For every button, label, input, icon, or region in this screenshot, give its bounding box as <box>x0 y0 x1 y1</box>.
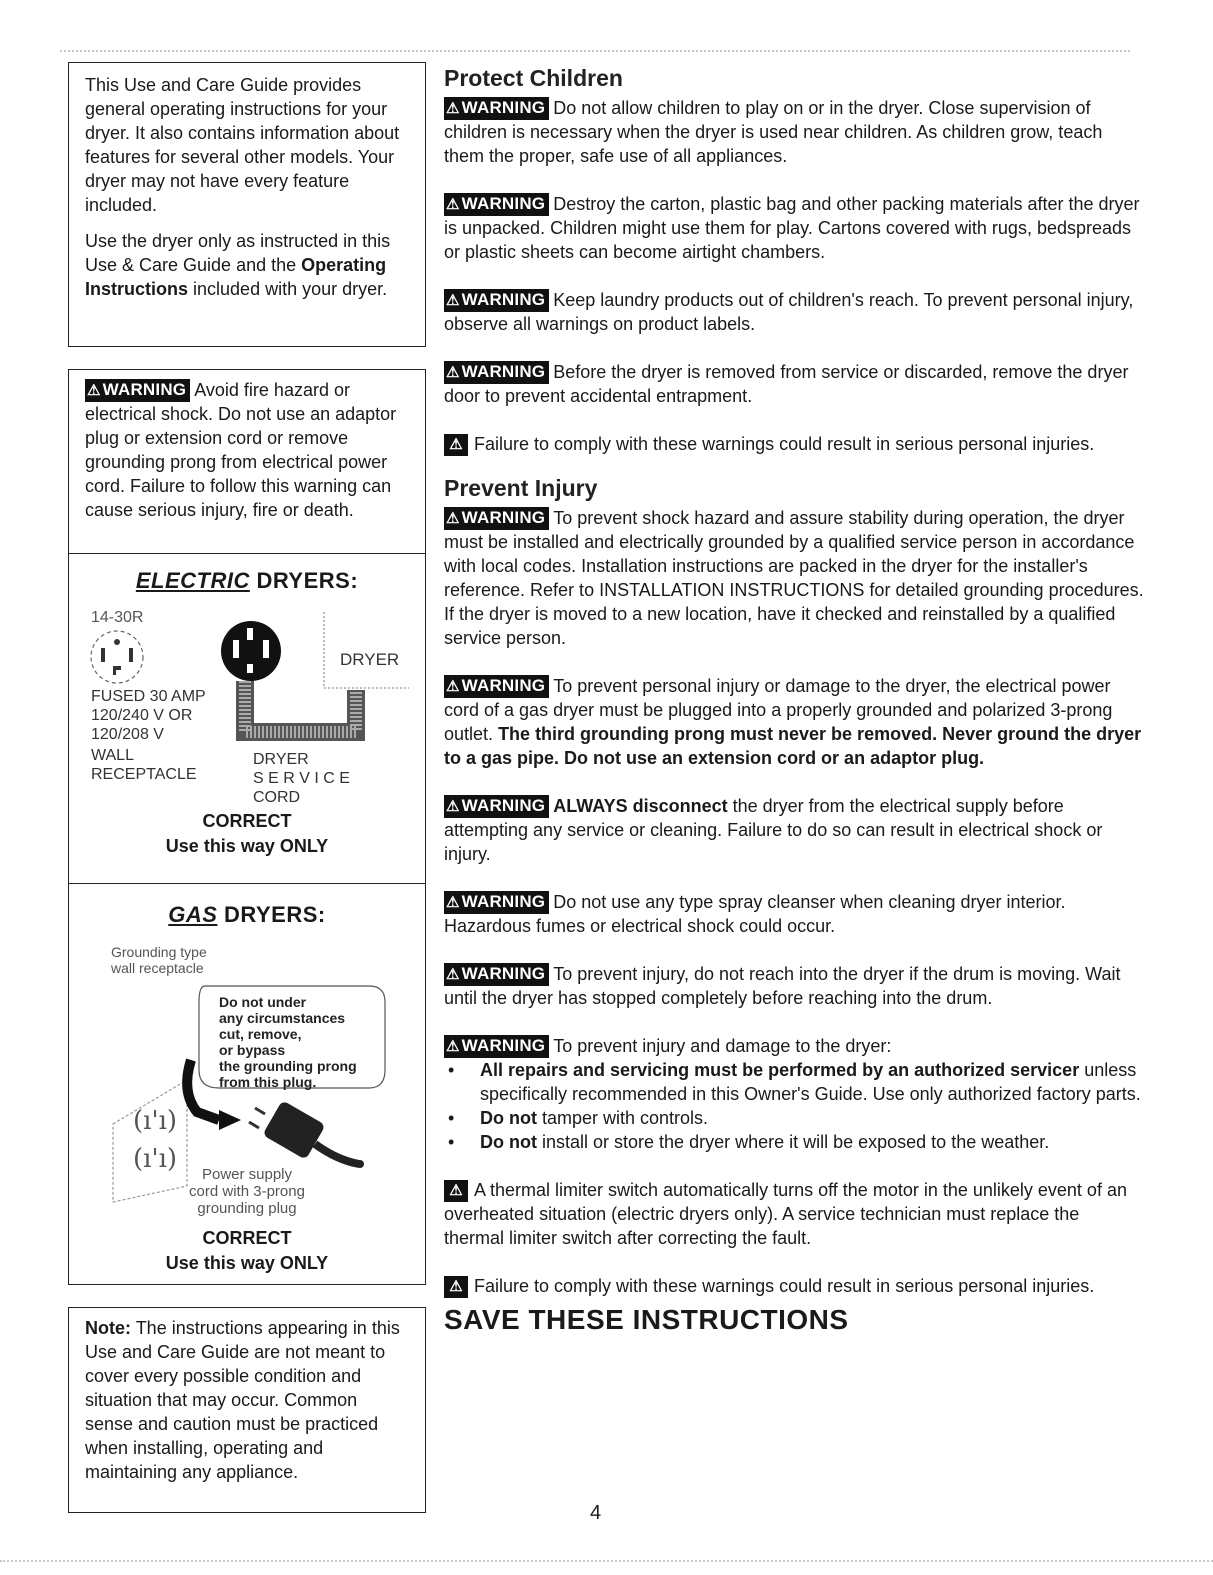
warning-badge: ⚠ WARNING <box>444 507 549 530</box>
warning-badge: ⚠ WARNING <box>444 289 549 312</box>
operating-instructions-emphasis: Operating Instructions <box>85 255 387 299</box>
protect-children-heading: Protect Children <box>444 65 623 91</box>
warning-triangle-icon: ⚠ <box>446 1038 460 1055</box>
prevent-injury-heading: Prevent Injury <box>444 475 598 501</box>
warning-badge: ⚠ WARNING <box>85 379 190 402</box>
warning-badge: ⚠ WARNING <box>444 891 549 914</box>
gas-use-only-label: Use this way ONLY <box>165 1253 329 1273</box>
note-label: Note: <box>85 1318 131 1338</box>
receptacle-code: 14-30R <box>91 609 144 626</box>
svg-text:(ı'ı): (ı'ı) <box>133 1106 178 1136</box>
warning-triangle-icon: ⚠ <box>87 382 101 399</box>
intro-paragraph-1: This Use and Care Guide provides general operating instructions for your dryer. It also contains information about features for several other models. Your dryer may not have every feature included. <box>85 75 400 215</box>
intro-box <box>68 62 426 347</box>
bullet-icon: • <box>448 1132 455 1152</box>
warning-badge: ⚠ WARNING <box>444 963 549 986</box>
grounding-plug-icon <box>249 1100 364 1168</box>
cord-label-1: DRYER <box>253 751 309 768</box>
alert-triangle-icon: ⚠ <box>444 1276 468 1298</box>
gas-correct-label: CORRECT <box>202 1228 292 1248</box>
warning-badge: ⚠ WARNING <box>444 1035 549 1058</box>
prevent-warning-6: ⚠ WARNING To prevent injury and damage to the dryer: <box>446 1036 892 1056</box>
prevent-warning-5: ⚠ WARNING To prevent injury, do not reach into the dryer if the drum is moving. Wait until the dryer has stopped completely before reaching into the drum. <box>444 964 1121 1008</box>
voltage-label-1: 120/240 V OR <box>91 707 193 724</box>
electric-dryers-title: ELECTRIC DRYERS: <box>135 568 359 593</box>
electric-correct-label: CORRECT <box>202 811 292 831</box>
warning-badge: ⚠ WARNING <box>444 675 549 698</box>
grounding-label-2: wall receptacle <box>111 960 204 976</box>
wall-label: WALL <box>91 747 134 764</box>
bullet-icon: • <box>448 1108 455 1128</box>
left-column <box>68 62 426 1513</box>
warning-triangle-icon: ⚠ <box>446 966 460 983</box>
alert-triangle-icon: ⚠ <box>444 1180 468 1202</box>
warning-triangle-icon: ⚠ <box>446 894 460 911</box>
fused-amp-label: FUSED 30 AMP <box>91 688 206 705</box>
receptacle-14-30r-icon <box>91 631 143 683</box>
save-instructions-heading: SAVE THESE INSTRUCTIONS <box>444 1304 849 1335</box>
intro-paragraph-2: Use the dryer only as instructed in this Use & Care Guide and the Operating Instructions included with your dryer. <box>85 231 391 299</box>
grounding-label-1: Grounding type <box>111 944 207 960</box>
electric-use-only-label: Use this way ONLY <box>165 836 329 856</box>
electric-dryers-box <box>68 553 426 883</box>
cord-label-2: S E R V I C E <box>253 770 350 787</box>
right-column <box>444 65 1144 1335</box>
protect-failure-notice: ⚠ Failure to comply with these warnings could result in serious personal injuries. <box>444 432 1144 456</box>
fire-warning-text: Avoid fire hazard or electrical shock. Do not use an adaptor plug or extension cord or remove grounding prong from electrical power cord. Failure to follow this warning can cause serious injury, fire or death. <box>85 380 397 520</box>
warning-badge: ⚠ WARNING <box>444 193 549 216</box>
protect-warning-2: ⚠ WARNING Destroy the carton, plastic bag and other packing materials after the dryer is unpacked. Children might use them for play. Cartons covered with rugs, bedspreads or plastic sheets can become airtight chambers. <box>444 194 1140 262</box>
service-cord-icon <box>245 681 356 732</box>
note-box <box>68 1307 426 1513</box>
power-supply-label-3: grounding plug <box>197 1200 297 1217</box>
warning-badge: ⚠ WARNING <box>444 361 549 384</box>
protect-warning-1: ⚠ WARNING Do not allow children to play on or in the dryer. Close supervision of children is necessary when the dryer is used near children. As children grow, teach them the proper, safe use of all appliances. <box>444 98 1103 166</box>
list-item: • Do not install or store the dryer where it will be exposed to the weather. <box>448 1132 1050 1152</box>
receptacle-label: RECEPTACLE <box>91 766 197 783</box>
fire-hazard-warning-box <box>68 369 426 553</box>
dryer-label: DRYER <box>340 650 400 669</box>
voltage-label-2: 120/208 V <box>91 726 164 743</box>
protect-warning-3: ⚠ WARNING Keep laundry products out of children's reach. To prevent personal injury, observe all warnings on product labels. <box>444 290 1134 334</box>
list-item: • All repairs and servicing must be performed by an authorized servicer unless specifically recommended in this Owner's Guide. Use only authorized factory parts. <box>448 1060 1141 1104</box>
warning-triangle-icon: ⚠ <box>446 364 460 381</box>
bottom-rule <box>0 1560 1213 1562</box>
page-number: 4 <box>590 1502 602 1524</box>
do-not-remove-bubble: Do not under any circumstances cut, remove, or bypass the grounding prong from this plug. <box>219 994 357 1090</box>
thermal-limiter-notice: ⚠ A thermal limiter switch automatically turns off the motor in the unlikely event of an overheated situation (electric dryers only). A service technician must replace the thermal limiter switch after correcting the fault. <box>444 1180 1127 1248</box>
prevent-warning-1: ⚠ WARNING To prevent shock hazard and assure stability during operation, the dryer must be installed and electrically grounded by a qualified service person in accordance with local codes. Installation instructions are packed in the dryer for the installer's reference. Refer to INSTALLATION INSTRUCTIONS for detailed grounding procedures. If the dryer is moved to a new location, have it checked and reinstalled by a qualified service person. <box>444 508 1144 648</box>
list-item: • Do not tamper with controls. <box>448 1108 709 1128</box>
warning-triangle-icon: ⚠ <box>446 678 460 695</box>
top-rule <box>60 50 1130 52</box>
protect-warning-4: ⚠ WARNING Before the dryer is removed from service or discarded, remove the dryer door to prevent accidental entrapment. <box>444 362 1129 406</box>
power-supply-label-2: cord with 3-prong <box>189 1183 305 1200</box>
warning-badge: ⚠ WARNING <box>444 795 549 818</box>
power-supply-label-1: Power supply <box>201 1166 293 1183</box>
gas-dryers-title: GAS DRYERS: <box>168 902 326 927</box>
warning-triangle-icon: ⚠ <box>446 196 460 213</box>
warning-triangle-icon: ⚠ <box>446 100 460 117</box>
cord-label-3: CORD <box>253 789 301 806</box>
alert-triangle-icon: ⚠ <box>444 434 468 456</box>
prevent-failure-notice: ⚠ Failure to comply with these warnings could result in serious personal injuries. <box>444 1274 1144 1298</box>
bullet-icon: • <box>448 1060 455 1080</box>
warning-badge: ⚠ WARNING <box>444 97 549 120</box>
warning-triangle-icon: ⚠ <box>446 798 460 815</box>
prevent-warning-3: ⚠ WARNING ALWAYS disconnect the dryer from the electrical supply before attempting any service or cleaning. Failure to do so can result in electrical shock or injury. <box>444 796 1103 864</box>
repair-rules-list <box>444 1058 1144 1154</box>
dryer-plug-icon <box>221 621 281 681</box>
gas-dryers-box <box>68 883 426 1285</box>
warning-triangle-icon: ⚠ <box>446 292 460 309</box>
prevent-warning-4: ⚠ WARNING Do not use any type spray cleanser when cleaning dryer interior. Hazardous fumes or electrical shock could occur. <box>444 892 1066 936</box>
prevent-warning-2: ⚠ WARNING To prevent personal injury or damage to the dryer, the electrical power cord of a gas dryer must be plugged into a properly grounded and polarized 3-prong outlet. The third grounding prong must never be removed. Never ground the dryer to a gas pipe. Do not use an extension cord or an adaptor plug. <box>444 676 1142 768</box>
note-text: The instructions appearing in this Use and Care Guide are not meant to cover every possible condition and situation that may occur. Common sense and caution must be practiced when installing, operating and maintaining any appliance. <box>85 1318 400 1482</box>
svg-text:(ı'ı): (ı'ı) <box>133 1144 178 1174</box>
warning-triangle-icon: ⚠ <box>446 510 460 527</box>
